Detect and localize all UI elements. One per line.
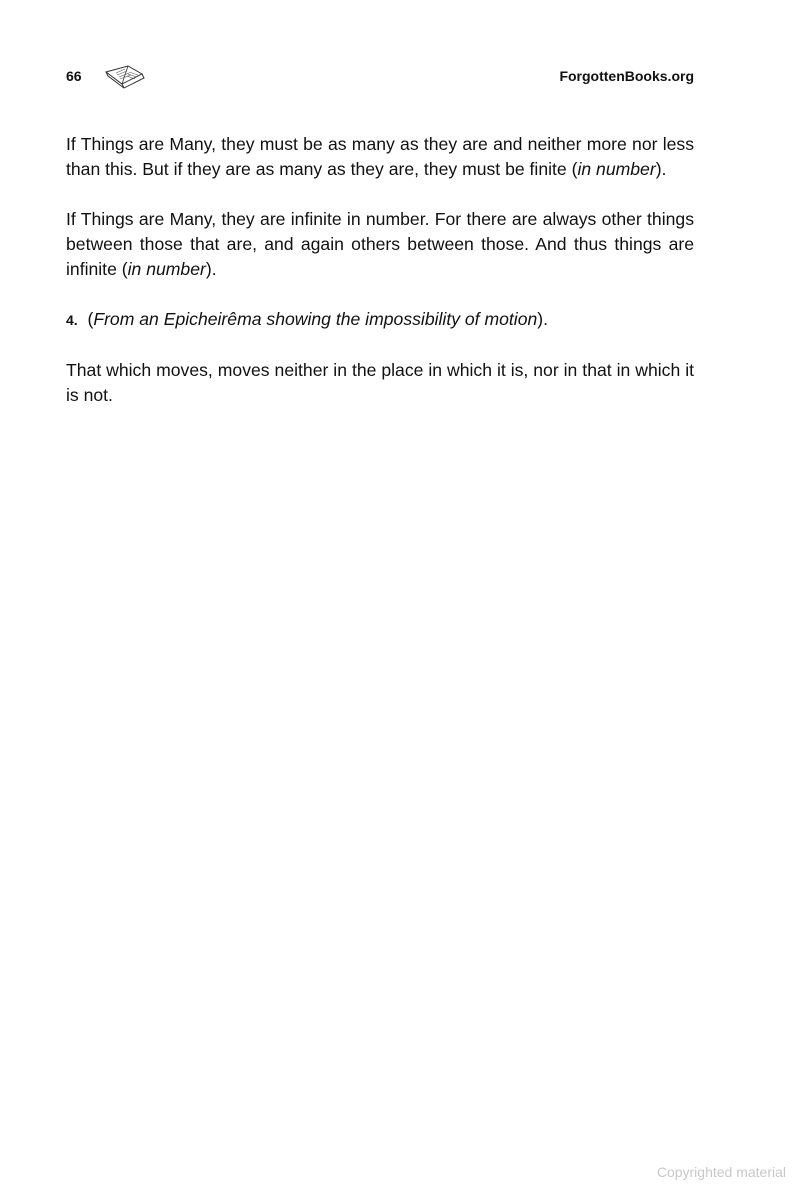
paragraph: If Things are Many, they must be as many as they are and neither more nor less than this. But if they are as many as they are, they must be finite (in number). xyxy=(66,134,694,179)
section-number: 4. xyxy=(66,312,78,328)
italic-phrase: in number xyxy=(127,259,206,279)
paragraph: That which moves, moves neither in the place in which it is, nor in that in which it is not. xyxy=(66,360,694,405)
italic-phrase: in number xyxy=(577,159,656,179)
paragraph: If Things are Many, they are infinite in number. For there are always other things between those that are, and again others between those. And thus things are infinite (in number). xyxy=(66,209,694,279)
page-body xyxy=(66,132,694,433)
copyright-watermark: Copyrighted material xyxy=(656,1164,786,1180)
site-name: ForgottenBooks.org xyxy=(559,68,694,84)
open-book-icon xyxy=(102,64,146,90)
page-header xyxy=(66,64,694,92)
section-title: From an Epicheirêma showing the impossibility of motion xyxy=(93,309,538,329)
page-number: 66 xyxy=(66,68,82,84)
section-heading: 4. (From an Epicheirêma showing the impossibility of motion). xyxy=(66,309,549,329)
